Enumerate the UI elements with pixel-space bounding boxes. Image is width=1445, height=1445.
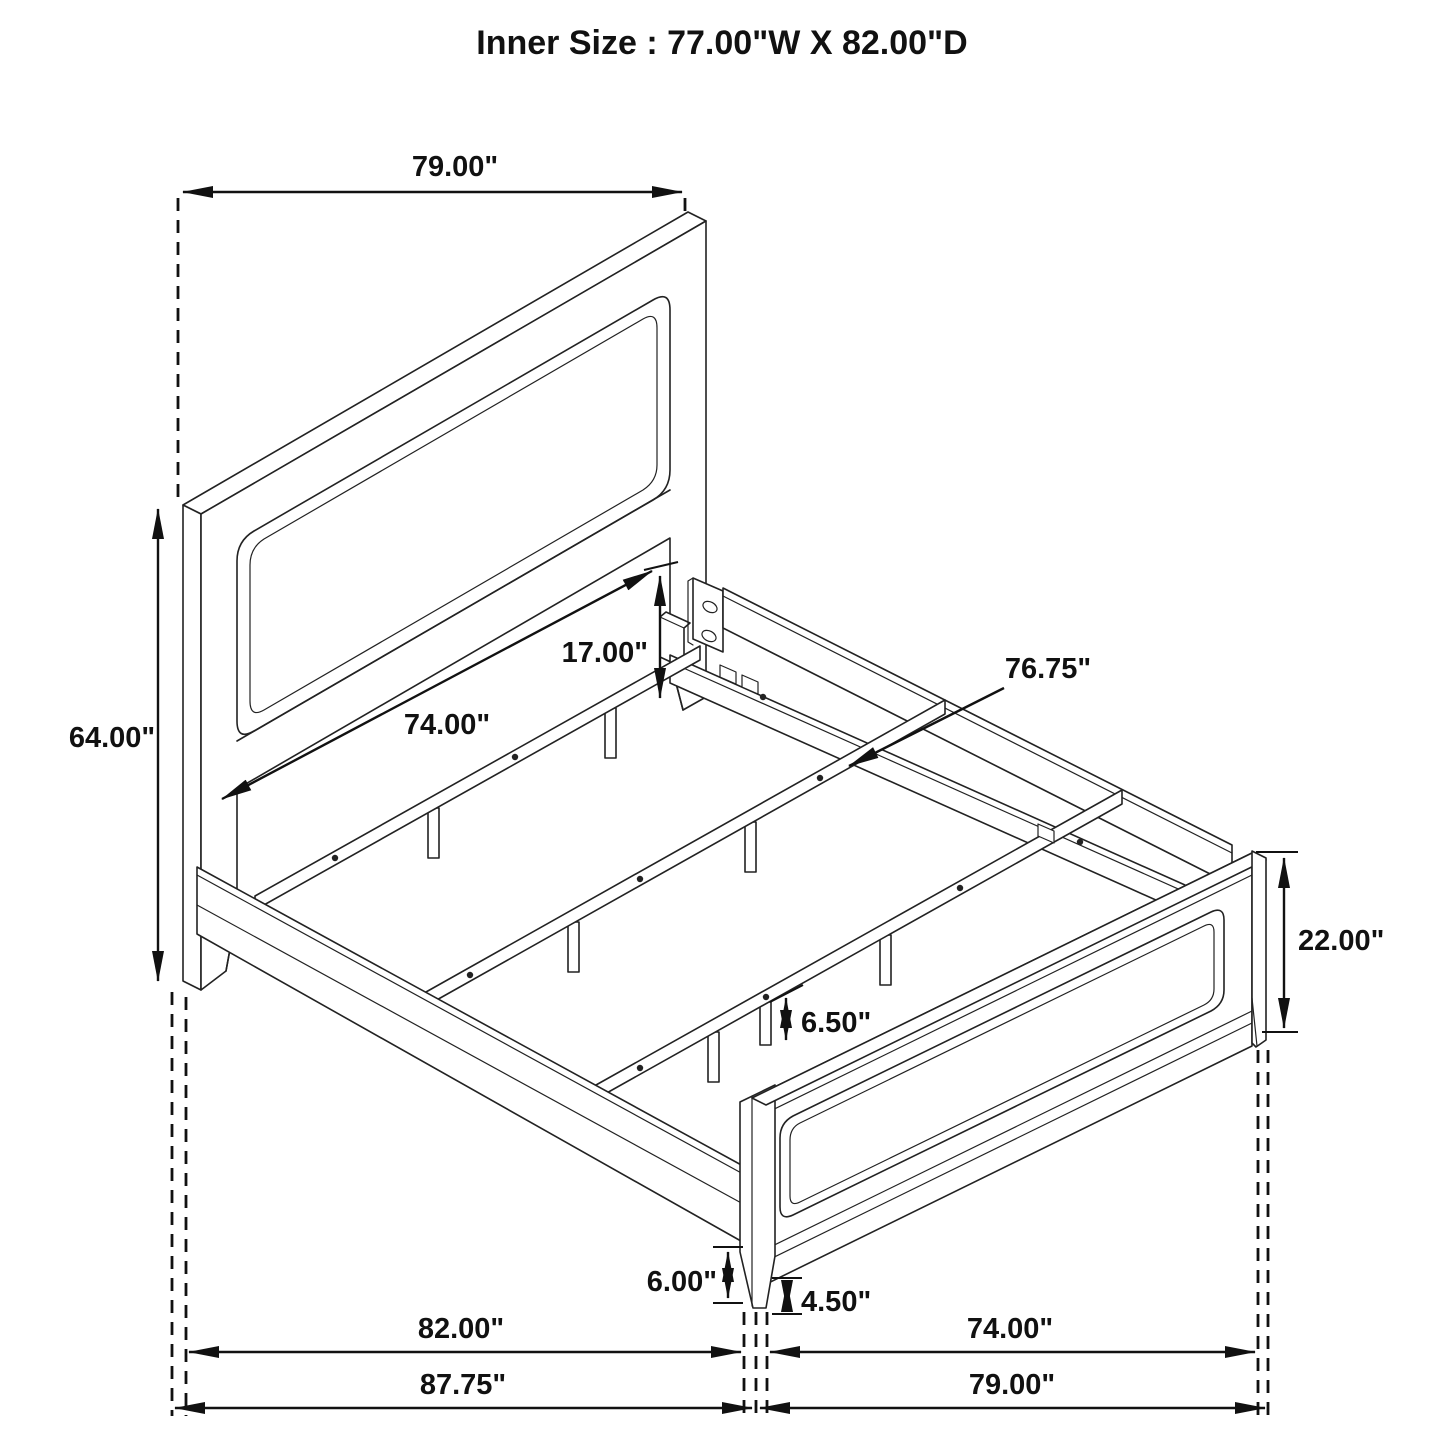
headboard-front-face bbox=[201, 221, 706, 990]
dim-rail-clearance-label: 6.00" bbox=[646, 1266, 717, 1298]
slat-1-leg-b bbox=[605, 708, 616, 758]
slat-2-screw-2 bbox=[637, 876, 643, 882]
slat-2 bbox=[426, 700, 945, 1006]
dim-slat-span-label: 74.00" bbox=[403, 709, 491, 741]
dim-panel-gap-label: 17.00" bbox=[561, 637, 648, 669]
slat-3-leg-b bbox=[760, 1002, 771, 1045]
slat-3-screw-1 bbox=[637, 1065, 643, 1071]
dim-inner-depth-label: 82.00" bbox=[417, 1313, 505, 1345]
dim-inner-width-label: 74.00" bbox=[966, 1313, 1054, 1345]
center-rail-screw-1 bbox=[760, 694, 766, 700]
slat-2-leg-a bbox=[568, 922, 579, 972]
near-side-rail-top-line bbox=[197, 875, 745, 1175]
slat-3-leg-a bbox=[708, 1032, 719, 1082]
dim-overall-depth-label: 87.75" bbox=[419, 1369, 507, 1401]
slat-2-leg-b bbox=[745, 822, 756, 872]
slat-2-screw-3 bbox=[817, 775, 823, 781]
footboard-left-leg bbox=[740, 1085, 775, 1308]
footboard bbox=[740, 851, 1266, 1308]
slat-1-leg-a bbox=[428, 808, 439, 858]
slat-1-screw-2 bbox=[512, 754, 518, 760]
slat-3-screw-3 bbox=[957, 885, 963, 891]
dim-slat-length-label: 76.75" bbox=[1004, 653, 1092, 685]
slat-1-screw-1 bbox=[332, 855, 338, 861]
dim-headboard-height-label: 64.00" bbox=[68, 722, 156, 754]
dim-slat-leg-label: 6.50" bbox=[801, 1007, 872, 1039]
slat-3-leg-c bbox=[880, 935, 891, 985]
dim-headboard-width-label: 79.00" bbox=[411, 151, 499, 183]
slat-2-screw-1 bbox=[467, 972, 473, 978]
slat-3-screw-2 bbox=[763, 994, 769, 1000]
center-rail-screw-2 bbox=[1077, 839, 1083, 845]
dim-footboard-clearance-label: 4.50" bbox=[801, 1286, 872, 1318]
slat-2-body bbox=[426, 700, 945, 1006]
dim-overall-width-label: 79.00" bbox=[968, 1369, 1056, 1401]
dim-footboard-height-label: 22.00" bbox=[1298, 925, 1385, 957]
page-title: Inner Size : 77.00"W X 82.00"D bbox=[476, 24, 968, 62]
